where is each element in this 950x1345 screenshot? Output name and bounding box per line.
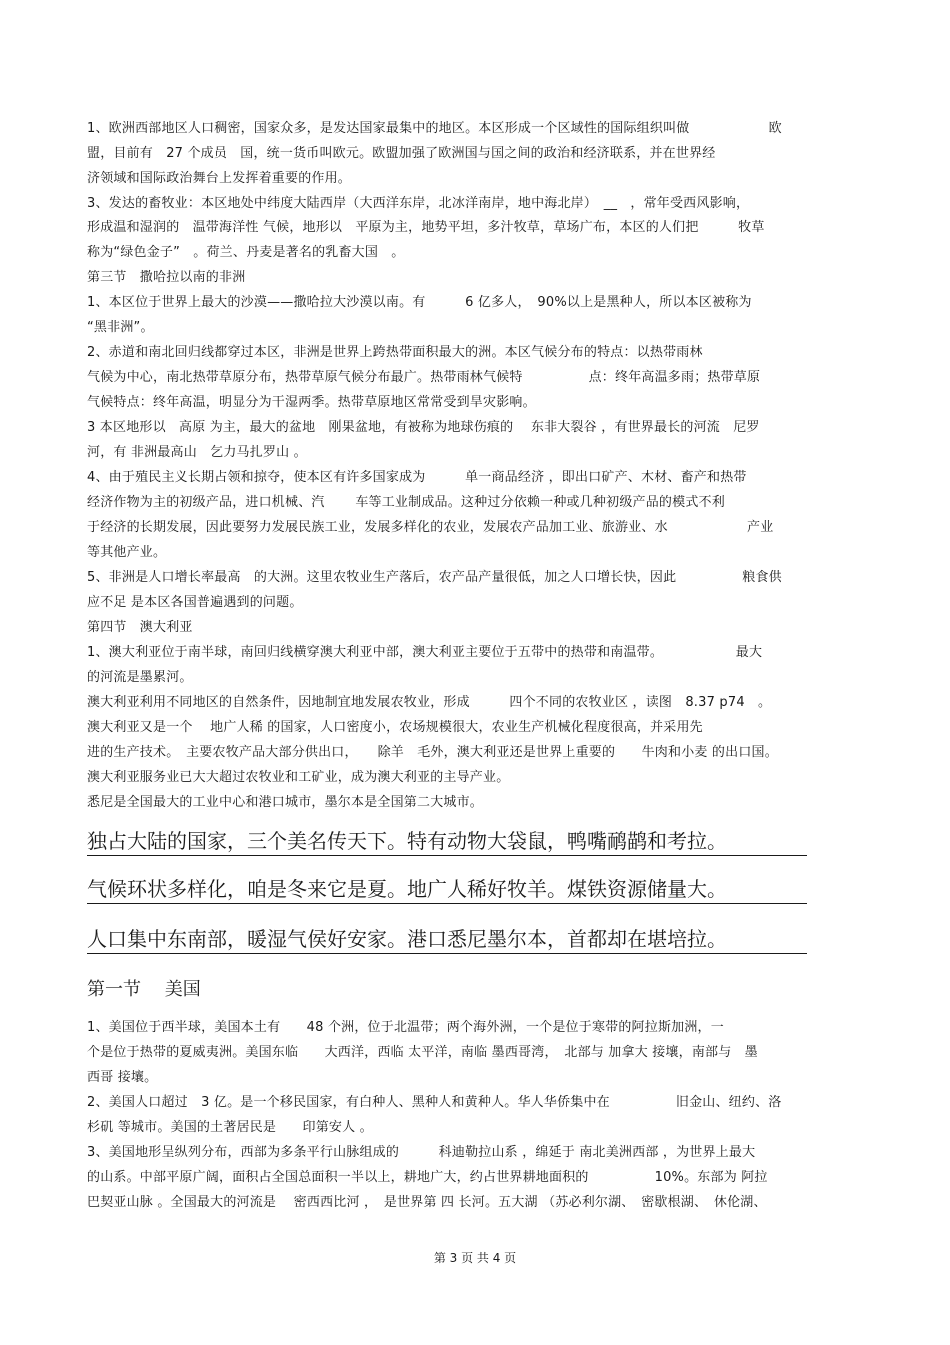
text-line: 悉尼是全国最大的工业中心和港口城市，墨尔本是全国第二大城市。 [87, 795, 484, 810]
text-line: 个是位于热带的夏威夷洲。美国东临 大西洋，西临 太平洋，南临 墨西哥湾， 北部与 加拿大 接壤，南部与 墨 [87, 1045, 758, 1060]
text-line: 盟，目前有 27 个成员 国，统一货币叫欧元。欧盟加强了欧洲国与国之间的政治和经济联系，并在世界经 [87, 146, 716, 161]
text-line: 1、澳大利亚位于南半球，南回归线横穿澳大利亚中部，澳大利亚主要位于五带中的热带和南温带。 最大 [87, 645, 763, 660]
page-footer: 第 3 页 共 4 页 [433, 1251, 517, 1265]
text-line: 2、赤道和南北回归线都穿过本区，非洲是世界上跨热带面积最大的洲。本区气候分布的特点：以热带雨林 [87, 345, 703, 360]
text-line: 气候特点：终年高温，明显分为干湿两季。热带草原地区常常受到旱灾影响。 [87, 395, 536, 410]
text-line: 等其他产业。 [87, 545, 167, 560]
text-line: 1、欧洲西部地区人口稠密，国家众多，是发达国家最集中的地区。本区形成一个区域性的国际组织叫做 欧 [87, 121, 782, 136]
text-line: 济领域和国际政治舞台上发挥着重要的作用。 [87, 171, 352, 186]
text-line: “黑非洲”。 [87, 320, 154, 335]
text-line: 澳大利亚服务业已大大超过农牧业和工矿业，成为澳大利亚的主导产业。 [87, 770, 510, 785]
text-line: 1、本区位于世界上最大的沙漠——撒哈拉大沙漠以南。有 6 亿多人， 90%以上是黑种人，所以本区被称为 [87, 295, 752, 310]
text-line: 气候为中心，南北热带草原分布，热带草原气候分布最广。热带雨林气候特 点：终年高温多雨；热带草原 [87, 370, 761, 385]
text-line: 澳大利亚又是一个 地广人稀 的国家，人口密度小，农场规模很大，农业生产机械化程度很高，并采用先 [87, 720, 703, 735]
text-line: 应不足 是本区各国普遍遇到的问题。 [87, 595, 303, 610]
text-line: 3、美国地形呈纵列分布，西部为多条平行山脉组成的 科迪勒拉山系 ，绵延于 南北美洲西部 ，为世界上最大 [87, 1145, 756, 1160]
text-line: 西哥 接壤。 [87, 1070, 158, 1085]
text-line: 澳大利亚利用不同地区的自然条件，因地制宜地发展农牧业，形成 四个不同的农牧业区 ，读图 8.37 p74 。 [87, 695, 772, 710]
verse-line: 人口集中东南部，暖湿气侯好安家。港口悉尼墨尔本，首都却在堪培拉。 [87, 926, 807, 954]
text-line: 的山系。中部平原广阔，面积占全国总面积一半以上，耕地广大，约占世界耕地面积的 10%。东部为 阿拉 [87, 1170, 768, 1185]
text-line: 3 本区地形以 高原 为主，最大的盆地 刚果盆地，有被称为地球伤痕的 东非大裂谷 ，有世界最长的河流 尼罗 [87, 420, 760, 435]
text-line: 2、美国人口超过 3 亿。是一个移民国家，有白种人、黑种人和黄种人。华人华侨集中在 旧金山、纽约、洛 [87, 1095, 782, 1110]
text-line: 经济作物为主的初级产品，进口机械、汽 车等工业制成品。这种过分依赖一种或几种初级产品的模式不利 [87, 495, 725, 510]
text-line: 4、由于殖民主义长期占领和掠夺，使本区有许多国家成为 单一商品经济 ，即出口矿产、木材、畜产和热带 [87, 470, 747, 485]
section-heading: 第四节 澳大利亚 [87, 620, 193, 635]
text-line: 3、发达的畜牧业：本区地处中纬度大陆西岸（大西洋东岸，北冰洋南岸，地中海北岸） __ ，常年受西风影响， [87, 196, 750, 211]
text-line: 巴契亚山脉 。全国最大的河流是 密西西比河 ， 是世界第 四 长河。五大湖 （苏必利尔湖、 密歇根湖、 休伦湖、 [87, 1195, 767, 1210]
verse-line: 气候环状多样化，咱是冬来它是夏。地广人稀好牧羊。煤铁资源储量大。 [87, 876, 807, 904]
text-line: 的河流是墨累河。 [87, 670, 193, 685]
text-line: 于经济的长期发展，因此要努力发展民族工业，发展多样化的农业，发展农产品加工业、旅游业、水 产业 [87, 520, 774, 535]
text-line: 5、非洲是人口增长率最高 的大洲。这里农牧业生产落后，农产品产量很低，加之人口增长快，因此 粮食供 [87, 570, 782, 585]
text-line: 称为“绿色金子” 。荷兰、丹麦是著名的乳畜大国 。 [87, 245, 405, 260]
text-line: 1、美国位于西半球，美国本土有 48 个洲，位于北温带；两个海外洲，一个是位于寒带的阿拉斯加洲，一 [87, 1020, 724, 1035]
text-line: 形成温和湿润的 温带海洋性 气候，地形以 平原为主，地势平坦，多汁牧草，草场广布，本区的人们把 牧草 [87, 220, 765, 235]
verse-line: 独占大陆的国家，三个美名传天下。特有动物大袋鼠，鸭嘴鸸鹋和考拉。 [87, 828, 807, 856]
text-line: 杉矶 等城市。美国的土著居民是 印第安人 。 [87, 1120, 373, 1135]
text-line: 进的生产技术。 主要农牧产品大部分供出口， 除羊 毛外，澳大利亚还是世界上重要的 牛肉和小麦 的出口国。 [87, 745, 778, 760]
section-title: 第一节 美国 [87, 979, 201, 1000]
text-line: 河，有 非洲最高山 乞力马扎罗山 。 [87, 445, 307, 460]
section-heading: 第三节 撒哈拉以南的非洲 [87, 270, 246, 285]
